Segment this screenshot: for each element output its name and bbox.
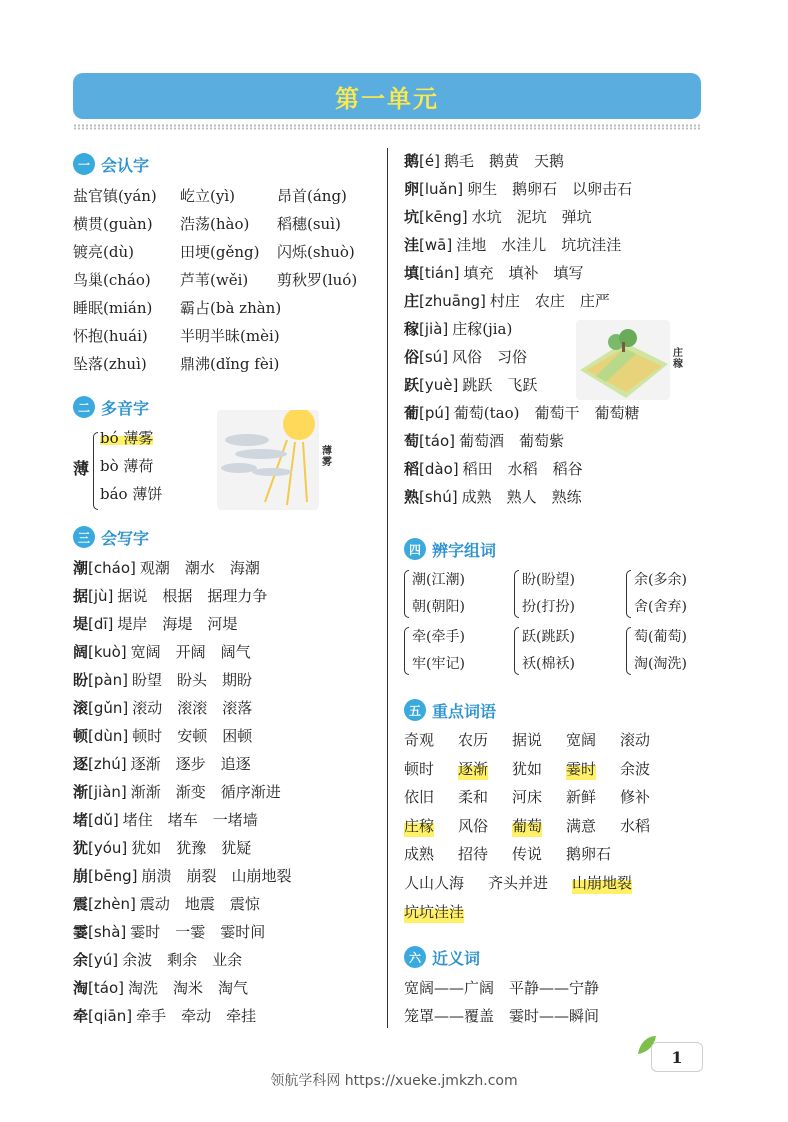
write-char: 跃 [404,376,420,394]
section-number: 六 [404,946,426,968]
recognize-word: 鸟巢(cháo) [73,271,151,289]
write-pinyin: [sú] [419,348,449,366]
write-row [73,834,292,862]
synonym-list [404,974,599,1030]
write-char: 稻 [404,460,420,478]
write-words: 洼地 水洼儿 坑坑洼洼 [456,236,622,254]
distinguish-word: 萄(葡萄) [634,629,687,645]
write-words: 庄稼(jia) [452,320,513,338]
write-words: 盼望 盼头 期盼 [131,671,252,689]
write-row [73,638,292,666]
write-char: 崩 [73,867,89,885]
section-title: 会写字 [101,528,150,548]
distinguish-word: 潮(江潮) [412,572,465,588]
write-words: 顿时 安顿 困顿 [132,727,253,745]
write-char: 潮 [73,559,89,577]
recognize-word: 怀抱(huái) [73,327,148,345]
write-words: 震动 地震 震惊 [139,895,260,913]
write-words: 成熟 熟人 熟练 [461,488,582,506]
write-char: 犹 [73,839,89,857]
write-pinyin: [pú] [419,404,450,422]
write-row [73,890,292,918]
illustration-caption: 薄雾 [322,446,332,468]
keyword: 余波 [620,759,651,778]
brace [404,627,409,675]
write-words: 余波 剩余 业余 [122,951,243,969]
keyword: 新鲜 [566,788,597,807]
write-char: 洼 [404,236,420,254]
section-number: 五 [404,699,426,721]
footer-text: 领航学科网 https://xueke.jmkzh.com [270,1073,518,1089]
write-pinyin: [dùn] [88,727,129,745]
write-pinyin: [zhú] [88,755,127,773]
polyphone-item: báo 薄饼 [100,485,163,503]
write-char: 逐 [73,755,89,773]
write-words: 渐渐 渐变 循序渐进 [130,783,281,801]
keyword: 修补 [620,788,651,807]
distinguish-word: 余(多余) [634,572,687,588]
write-pinyin: [qiān] [88,1007,133,1025]
write-row [404,427,639,455]
write-pinyin: [yú] [88,951,119,969]
polyphone-char: 薄 [73,459,90,478]
write-words: 淘洗 淘米 淘气 [127,979,248,997]
recognize-word: 屹立(yì) [180,187,235,205]
write-row [73,554,292,582]
write-words: 水坑 泥坑 弹坑 [471,208,592,226]
recognize-word: 昂首(áng) [277,187,347,205]
write-row [404,259,639,287]
section-title: 会认字 [101,155,150,175]
recognize-word: 稻穗(suì) [277,215,341,233]
write-char: 熟 [404,488,420,506]
write-words: 填充 填补 填写 [463,264,584,282]
keyword: 依旧 [404,788,435,807]
write-words: 葡萄(tao) 葡萄干 葡萄糖 [453,404,640,422]
distinguish-word: 牵(牵手) [412,629,465,645]
keyword: 风俗 [458,816,489,835]
write-char: 堤 [73,615,89,633]
write-char: 阔 [73,643,89,661]
write-row [73,974,292,1002]
write-row [404,231,639,259]
keyword: 滚动 [620,731,651,749]
distinguish-word: 牢(牢记) [412,656,465,672]
write-char: 萄 [404,432,420,450]
write-char: 卵 [404,180,420,198]
recognize-word: 鼎沸(dǐng fèi) [180,355,280,373]
write-char: 震 [73,895,89,913]
write-pinyin: [zhèn] [88,895,136,913]
keyword: 水稻 [620,816,651,835]
write-row [404,175,639,203]
write-words: 霎时 一霎 霎时间 [130,923,266,941]
write-pinyin: [kēng] [419,208,468,226]
write-words: 牵手 牵动 牵挂 [136,1007,257,1025]
keyword: 齐头并进 [488,874,549,892]
section-title: 近义词 [432,948,481,968]
section-number: 四 [404,538,426,560]
recognize-word: 半明半昧(mèi) [180,327,280,345]
write-words: 村庄 农庄 庄严 [489,292,610,310]
write-row [404,399,639,427]
write-char: 鹅 [404,152,420,170]
recognize-word: 剪秋罗(luó) [277,271,358,289]
write-pinyin: [dī] [88,615,114,633]
write-pinyin: [táo] [88,979,124,997]
section-number: 一 [73,153,95,175]
write-pinyin: [luǎn] [419,180,464,198]
keyword: 犹如 [512,759,543,778]
write-words: 卵生 鹅卵石 以卵击石 [467,180,633,198]
write-words: 据说 根据 据理力争 [117,587,268,605]
write-char: 顿 [73,727,89,745]
write-row [73,582,292,610]
write-pinyin: [shà] [88,923,127,941]
keyword: 鹅卵石 [566,845,612,864]
brace [514,570,519,618]
mist-illustration [217,410,319,510]
write-char: 余 [73,951,89,969]
write-char: 填 [404,264,420,282]
write-list-left [73,554,292,1030]
recognize-word: 横贯(guàn) [73,215,153,233]
keyword: 传说 [512,845,543,864]
page-number: 1 [651,1042,703,1072]
keyword: 人山人海 [404,874,465,892]
keyword: 葡萄 [512,812,542,840]
write-row [73,694,292,722]
brace [626,627,631,675]
write-words: 宽阔 开阔 阔气 [130,643,251,661]
write-row [404,203,639,231]
section-keywords-header [404,698,496,722]
distinguish-word: 盼(盼望) [522,572,575,588]
recognize-word: 浩荡(hào) [180,215,250,233]
recognize-word: 闪烁(shuò) [277,243,355,261]
write-row [73,806,292,834]
write-words: 葡萄酒 葡萄紫 [458,432,564,450]
polyphone-item: bó 薄雾 [100,429,154,447]
write-row [73,750,292,778]
write-words: 崩溃 崩裂 山崩地裂 [141,867,292,885]
dotted-divider [73,124,701,130]
write-row [404,287,639,315]
write-words: 犹如 犹豫 犹疑 [131,839,252,857]
distinguish-word: 朝(朝阳) [412,599,465,615]
keyword: 山崩地裂 [572,869,632,897]
write-row [73,722,292,750]
section-number: 二 [73,396,95,418]
write-pinyin: [shú] [419,488,458,506]
write-pinyin: [yuè] [419,376,459,394]
column-divider [387,148,388,1028]
polyphone-item: bò 薄荷 [100,457,154,475]
section-title: 辨字组词 [432,540,497,560]
write-words: 风俗 习俗 [452,348,528,366]
write-words: 堵住 堵车 一堵墙 [122,811,258,829]
write-char: 淘 [73,979,89,997]
write-pinyin: [jiàn] [88,783,127,801]
write-row [404,483,639,511]
synonym-row: 笼罩——覆盖 霎时——瞬间 [404,1007,600,1025]
write-char: 滚 [73,699,89,717]
unit-title: 第一单元 [335,84,439,113]
keyword: 顿时 [404,759,435,778]
section-recognize-header [73,152,149,176]
write-pinyin: [wā] [419,236,453,254]
write-words: 稻田 水稻 稻谷 [462,460,583,478]
recognize-word: 盐官镇(yán) [73,187,157,205]
write-pinyin: [kuò] [88,643,127,661]
brace [626,570,631,618]
keyword: 宽阔 [566,731,597,749]
recognize-word: 镀亮(dù) [73,243,134,261]
write-row [73,610,292,638]
write-pinyin: [tián] [419,264,460,282]
illustration-caption: 庄稼 [673,348,683,370]
write-words: 逐渐 逐步 追逐 [130,755,251,773]
section-number: 三 [73,526,95,548]
distinguish-word: 跃(跳跃) [522,629,575,645]
section-title: 多音字 [101,398,150,418]
keyword: 招待 [458,845,489,864]
synonym-row: 宽阔——广阔 平静——宁静 [404,979,600,997]
section-title: 重点词语 [432,701,497,721]
write-pinyin: [zhuāng] [419,292,486,310]
recognize-word: 坠落(zhuì) [73,355,147,373]
write-pinyin: [yóu] [88,839,128,857]
keyword: 农历 [458,731,489,749]
keyword: 奇观 [404,731,435,749]
section-synonym-header [404,945,480,969]
recognize-word: 睡眠(mián) [73,299,153,317]
brace [514,627,519,675]
write-char: 渐 [73,783,89,801]
write-words: 堤岸 海堤 河堤 [117,615,238,633]
keyword: 逐渐 [458,755,488,783]
write-char: 牵 [73,1007,89,1025]
distinguish-word: 袄(棉袄) [522,656,575,672]
section-distinguish-header [404,537,496,561]
write-char: 据 [73,587,89,605]
write-pinyin: [dǔ] [88,811,119,829]
write-row [404,455,639,483]
write-row [73,946,292,974]
write-words: 滚动 滚滚 滚落 [132,699,253,717]
brace [404,570,409,618]
write-row [73,778,292,806]
write-pinyin: [pàn] [88,671,128,689]
write-words: 跳跃 飞跃 [462,376,538,394]
keyword: 成熟 [404,845,435,864]
write-pinyin: [cháo] [88,559,136,577]
write-pinyin: [gǔn] [88,699,129,717]
distinguish-word: 扮(打扮) [522,599,575,615]
write-row [404,147,639,175]
keyword: 坑坑洼洼 [404,898,464,926]
keyword: 满意 [566,816,597,835]
recognize-word: 田埂(gěng) [180,243,260,261]
distinguish-word: 舍(舍弃) [634,599,687,615]
keyword: 霎时 [566,755,596,783]
section-polyphone-header [73,395,149,419]
distinguish-word: 淘(淘洗) [634,656,687,672]
write-pinyin: [jià] [419,320,449,338]
write-char: 葡 [404,404,420,422]
recognize-word: 霸占(bà zhàn) [180,299,282,317]
write-pinyin: [dào] [419,460,459,478]
recognize-word: 芦苇(wěi) [180,271,249,289]
write-pinyin: [táo] [419,432,455,450]
keyword: 河床 [512,788,543,807]
brace [93,432,98,510]
write-pinyin: [bēng] [88,867,138,885]
keyword: 据说 [512,731,543,749]
write-pinyin: [jù] [88,587,114,605]
write-char: 盼 [73,671,89,689]
write-words: 观潮 潮水 海潮 [139,559,260,577]
write-pinyin: [é] [419,152,440,170]
write-char: 庄 [404,292,420,310]
unit-title-banner [73,73,701,119]
write-char: 俗 [404,348,420,366]
keyword: 柔和 [458,788,489,807]
write-row [73,1002,292,1030]
write-words: 鹅毛 鹅黄 天鹅 [443,152,564,170]
write-char: 堵 [73,811,89,829]
write-row [73,862,292,890]
keyword: 庄稼 [404,812,434,840]
write-row [73,666,292,694]
write-char: 稼 [404,320,420,338]
field-illustration [576,320,670,400]
write-char: 霎 [73,923,89,941]
section-write-header [73,525,149,549]
write-row [73,918,292,946]
write-char: 坑 [404,208,420,226]
